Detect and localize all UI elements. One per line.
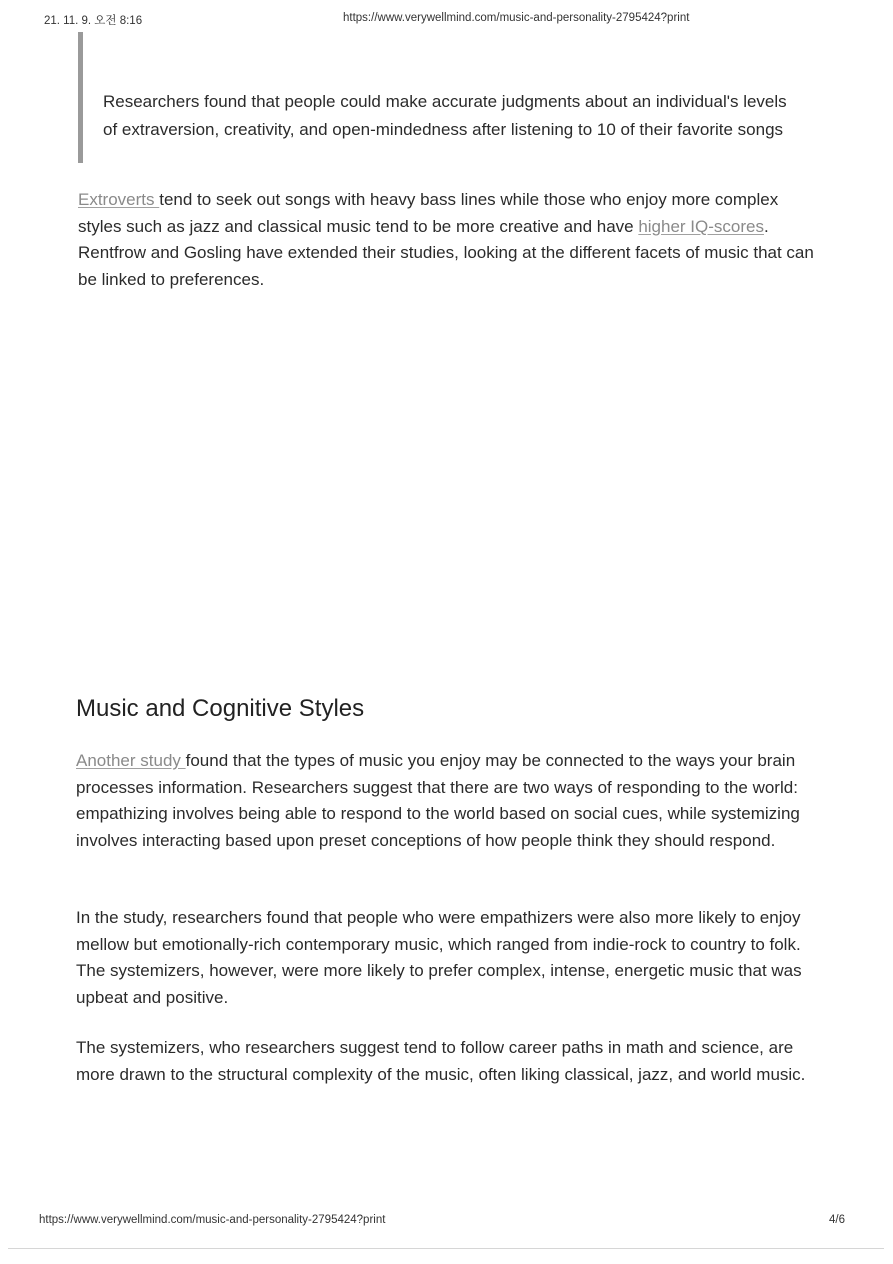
paragraph-text: . Rentfrow and Gosling have extended their studies, looking at the different facets of music that can be linked to preferences. — [78, 216, 814, 289]
paragraph-extroverts — [78, 187, 823, 293]
paragraph-systemizers: The systemizers, who researchers suggest tend to follow career paths in math and science, are more drawn to the structural complexity of the music, often liking classical, jazz, and world music. — [76, 1038, 806, 1084]
extroverts-link[interactable]: Extroverts — [78, 190, 160, 209]
section-heading: Music and Cognitive Styles — [76, 695, 365, 722]
paragraph-text: found that the types of music you enjoy may be connected to the ways your brain processes information. Researchers suggest that there are two ways of responding to the world: empathizing involves being able to respond to the world based on social cues, while systemizing involves interacting based upon preset conceptions of how people think they should respond. — [76, 751, 800, 850]
scan-edge-line — [8, 1248, 884, 1249]
blockquote — [103, 88, 825, 144]
paragraph-empathizers: In the study, researchers found that people who were empathizers were also more likely to enjoy mellow but emotionally-rich contemporary music, which ranged from indie-rock to country to folk. The systemizers, however, were more likely to prefer complex, intense, energetic music that was upbeat and positive. — [76, 908, 802, 1007]
paragraph-text: tend to seek out songs with heavy bass lines while those who enjoy more complex styles such as jazz and classical music tend to be more creative and have — [78, 190, 779, 236]
iq-scores-link[interactable]: higher IQ-scores — [638, 216, 764, 236]
blockquote-bar — [78, 32, 83, 163]
print-date: 21. 11. 9. 오전 8:16 — [44, 15, 143, 27]
paragraph-another-study — [76, 748, 816, 854]
page-number: 4/6 — [829, 1214, 845, 1226]
blockquote-line: Researchers found that people could make accurate judgments about an individual's levels — [103, 92, 787, 111]
another-study-link[interactable]: Another study — [76, 751, 186, 770]
print-footer-url: https://www.verywellmind.com/music-and-personality-2795424?print — [39, 1214, 386, 1226]
print-header-url: https://www.verywellmind.com/music-and-personality-2795424?print — [343, 12, 690, 24]
blockquote-line: of extraversion, creativity, and open-mindedness after listening to 10 of their favorite songs — [103, 120, 784, 139]
